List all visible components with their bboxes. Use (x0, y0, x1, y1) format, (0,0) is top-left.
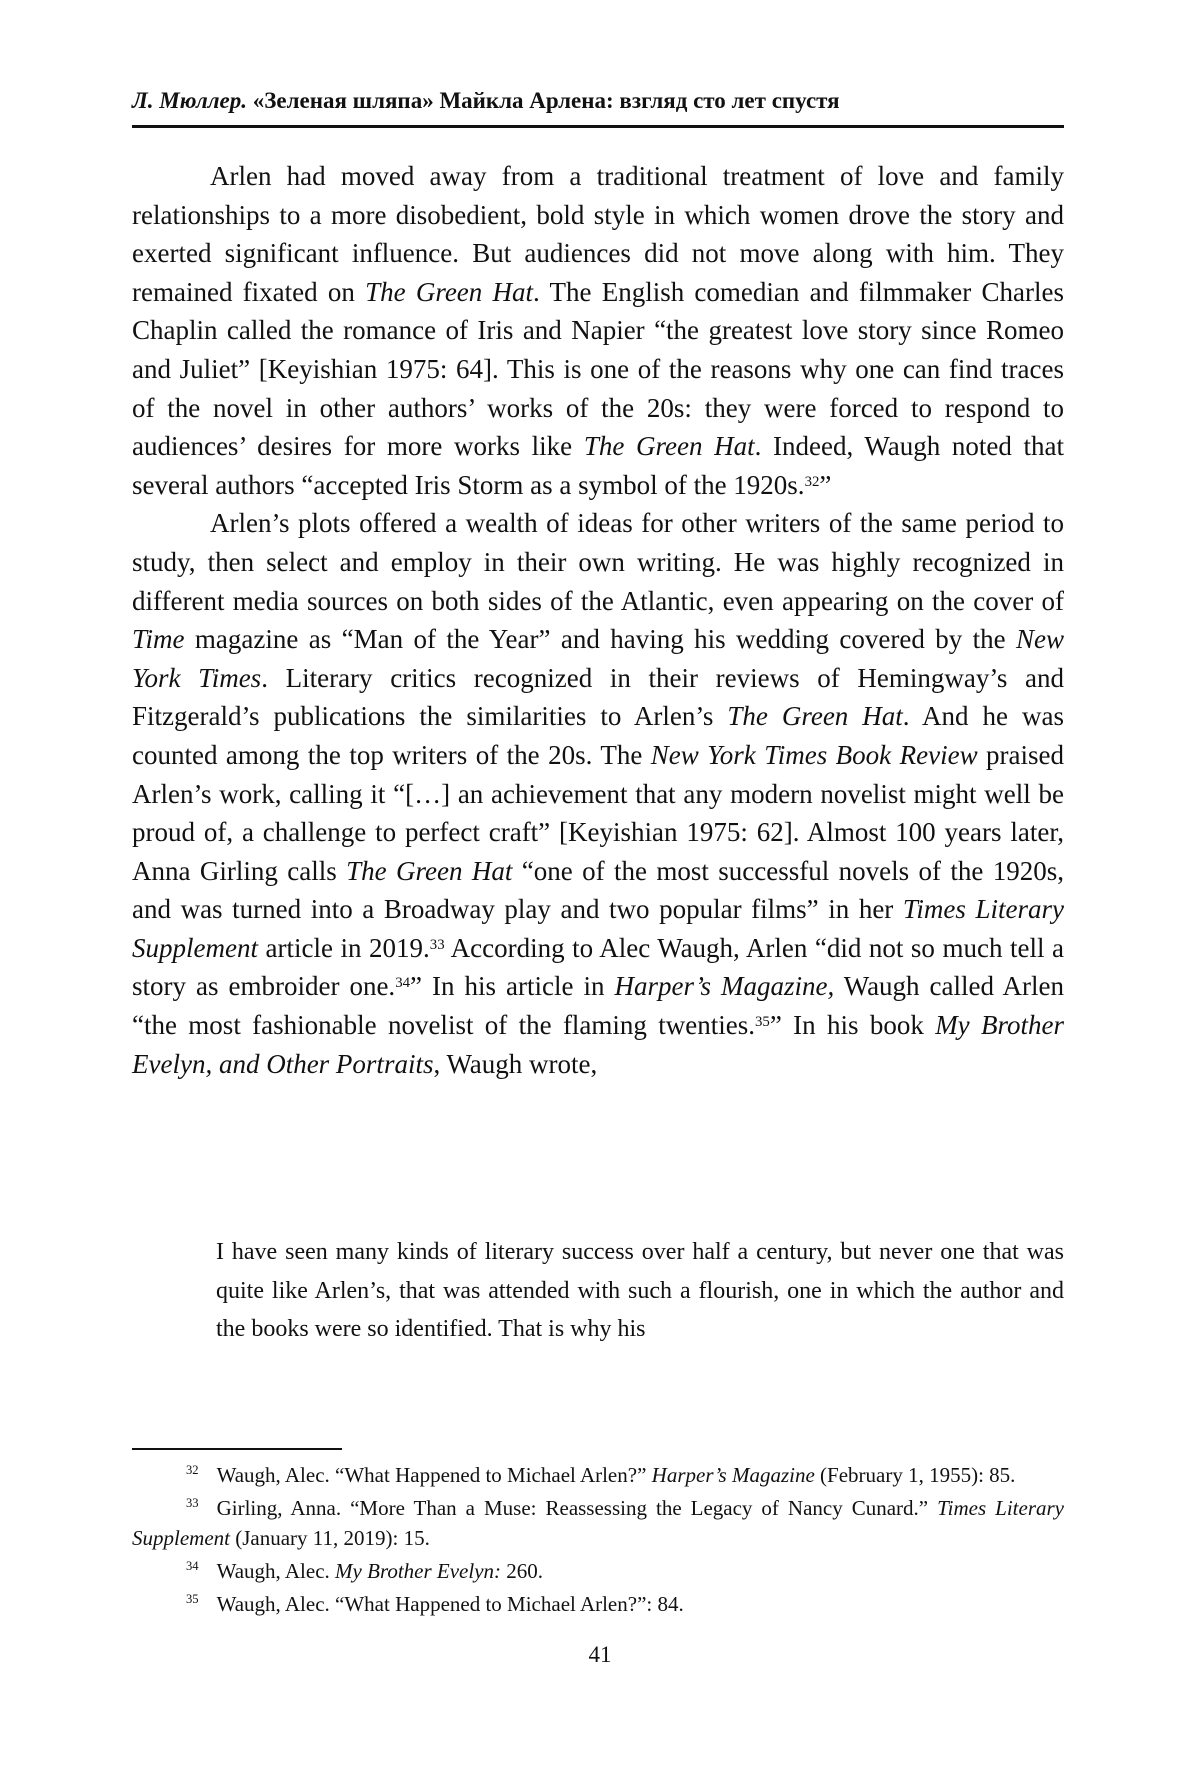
footnote-ref-35: 35 (755, 1013, 770, 1030)
footnote-ref-33: 33 (429, 936, 445, 953)
block-quote-text: I have seen many kinds of literary success over half a century, but never one that was quite like Arlen’s, that was attended with such a flourish, one in which the author and the books were so identified. That is why his (216, 1239, 1064, 1342)
header-title: «Зеленая шляпа» Майкла Арлена: взгляд сто лет спустя (252, 88, 840, 113)
footnote-number: 33 (186, 1496, 199, 1511)
page-number: 41 (588, 1642, 612, 1667)
footnote-33: $^{33}$ Girling, Anna. “More Than a Muse: Reassessing the Legacy of Nancy Cunard.” Times Literary Supplement (January 11, 2019): 15. (132, 1496, 1064, 1550)
book-title: The Green Hat (365, 276, 534, 307)
footnote-34: $^{34}$ Waugh, Alec. My Brother Evelyn: 260. (186, 1559, 544, 1583)
footnote-number: 34 (186, 1559, 199, 1574)
magazine-title: Harper’s Magazine, (614, 971, 835, 1002)
supplement-title: Times Literary Supplement (132, 894, 1064, 963)
header-rule (132, 125, 1064, 128)
footnotes (132, 1460, 1064, 1622)
footnote-32: $^{32}$ Waugh, Alec. “What Happened to Michael Arlen?” Harper’s Magazine (February 1, 1955): 85. (186, 1463, 1016, 1487)
footnote-separator (132, 1448, 342, 1450)
book-title: The Green Hat (727, 701, 903, 732)
paragraph-2: Arlen’s plots offered a wealth of ideas for other writers of the same period to study, then select and employ in their own writing. He was highly recognized in different media sources on both sides of the Atlantic, even appearing on the cover of Time magazine as “Man of the Year” and having his wedding covered by the New York Times. Literary critics recognized in their reviews of Hemingway’s and Fitzgerald’s publications the similarities to Arlen’s The Green Hat. And he was counted among the top writers of the 20s. The New York Times Book Review praised Arlen’s work, calling it “[…] an achievement that any modern novelist might well be proud of, a challenge to perfect craft” [Keyishian 1975: 62]. Almost 100 years later, Anna Girling calls The Green Hat “one of the most successful novels of the 1920s, and was turned into a Broadway play and two popular films” in her Times Literary Supplement article in 2019.33 According to Alec Waugh, Arlen “did not so much tell a story as embroider one.$^{34}$” In his article in Harper’s Magazine, Waugh called Arlen “the most fashionable novelist of the flaming twenties.$^{35}$” In his book My Brother Evelyn, and Other Portraits, Waugh wrote, (132, 508, 1065, 1079)
review-title: New York Times Book Review (650, 739, 978, 770)
magazine-title: Time (132, 624, 185, 655)
header-author: Л. Мюллер. (132, 88, 248, 113)
block-quote (216, 1233, 1064, 1349)
footnote-number: 35 (186, 1592, 199, 1607)
book-title: My Brother Evelyn, and Other Portraits (132, 1010, 1064, 1079)
footnote-35: $^{35}$ Waugh, Alec. “What Happened to Michael Arlen?”: 84. (186, 1592, 684, 1616)
paragraph-1: Arlen had moved away from a traditional treatment of love and family relationships to a more disobedient, bold style in which women drove the story and exerted significant influence. But audiences did not move along with him. They remained fixated on The Green Hat. The English comedian and filmmaker Charles Chaplin called the romance of Iris and Napier “the greatest love story since Romeo and Juliet” [Keyishian 1975: 64]. This is one of the reasons why one can find traces of the novel in other authors’ works of the 20s: they were forced to respond to audiences’ desires for more works like The Green Hat. Indeed, Waugh noted that several authors “accepted Iris Storm as a symbol of the 1920s.$^{32}$” (132, 161, 1064, 500)
footnote-ref-32: 32 (804, 473, 820, 490)
newspaper-title: New York Times (132, 624, 1064, 693)
book-title: The Green Hat (583, 431, 755, 462)
footnote-number: 32 (186, 1463, 199, 1478)
main-text (132, 157, 1064, 1083)
running-header (132, 86, 1064, 116)
book-title: The Green Hat (346, 855, 513, 886)
footnote-ref-34: 34 (395, 975, 411, 992)
